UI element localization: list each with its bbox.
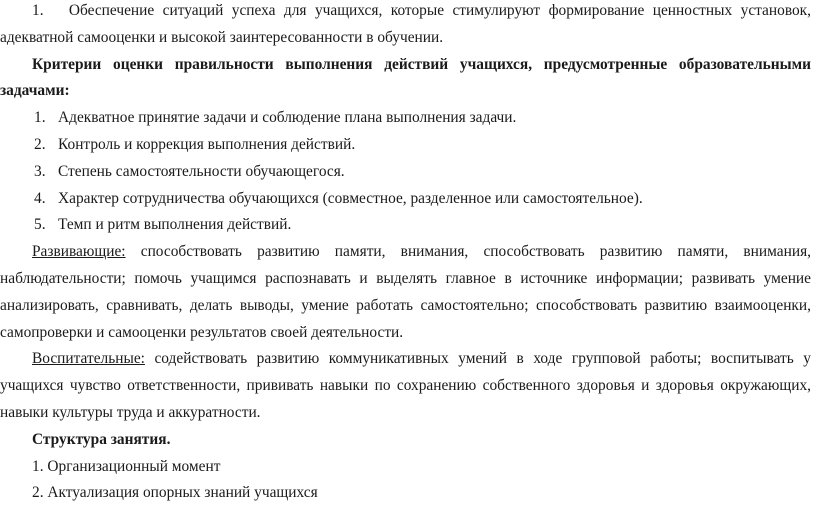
list-item-text: Характер сотрудничества обучающихся (совместное, разделенное или самостоятельное). <box>58 189 643 207</box>
list-item <box>0 159 816 186</box>
list-item <box>0 212 816 239</box>
list-item-number: 5. <box>34 216 46 234</box>
criteria-list <box>0 105 816 239</box>
list-item-number: 3. <box>34 162 46 180</box>
list-item <box>0 132 816 159</box>
educational-label: Воспитательные: <box>32 350 145 368</box>
list-item <box>0 105 816 132</box>
list-item-text: Темп и ритм выполнения действий. <box>58 216 292 234</box>
list-item-number: 4. <box>34 189 46 207</box>
developing-text: способствовать развитию памяти, внимания, способствовать развитию памяти, внимания, наблюдательности; помочь учащимся распознавать и выделять главное в источнике информации; развивать умение анализировать, сравнивать, делать выводы, умение работать самостоятельно; способствовать развитию взаимооценки, самопроверки и самооценки результатов своей деятельности. <box>0 243 811 341</box>
criteria-heading: Критерии оценки правильности выполнения действий учащихся, предусмотренные образовательными задачами: <box>0 55 811 100</box>
structure-item: 1. Организационный момент <box>32 457 221 475</box>
educational-text: содействовать развитию коммуникативных умений в ходе групповой работы; воспитывать у учащихся чувство ответственности, прививать навыки по сохранению собственного здоровья и здоровья окружающих, навыки культуры труда и аккуратности. <box>0 350 811 421</box>
list-item-text: Контроль и коррекция выполнения действий. <box>58 135 356 153</box>
list-item <box>0 186 816 213</box>
developing-paragraph <box>0 239 816 346</box>
list-item-number: 2. <box>34 135 46 153</box>
structure-item: 2. Актуализация опорных знаний учащихся <box>32 484 318 502</box>
intro-paragraph <box>0 0 816 52</box>
intro-number: 1. <box>32 2 44 19</box>
intro-text: Обеспечение ситуаций успеха для учащихся, которые стимулируют формирование ценностных установок, адекватной самооценки и высокой заинтересованности в обучении. <box>0 2 812 46</box>
structure-heading: Структура занятия. <box>32 430 171 448</box>
list-item-number: 1. <box>34 109 46 127</box>
developing-label: Развивающие: <box>32 243 126 261</box>
educational-paragraph <box>0 346 816 426</box>
list-item-text: Степень самостоятельности обучающегося. <box>58 162 345 180</box>
list-item-text: Адекватное принятие задачи и соблюдение плана выполнения задачи. <box>58 109 517 127</box>
